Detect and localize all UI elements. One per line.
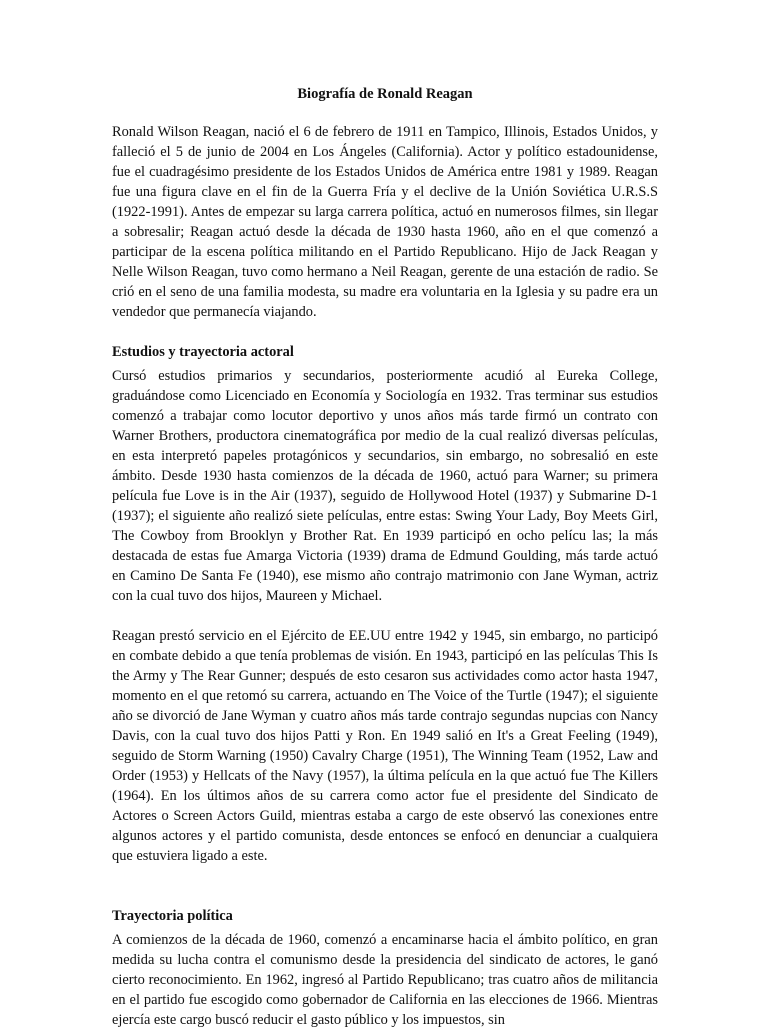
section-paragraph: A comienzos de la década de 1960, comenzó a encaminarse hacia el ámbito político, en gran medida su lucha contra el comunismo desde la presidencia del sindicato de actores, le ganó cierto reconocimiento. En 1962, ingresó al Partido Republicano; tras cuatro años de militancia en el partido fue escogido como gobernador de California en las elecciones de 1966. Mientras ejercía este cargo buscó reducir el gasto público y los impuestos, sin [112, 932, 658, 1028]
section-heading-politica: Trayectoria política [112, 908, 233, 924]
spacer [112, 606, 658, 626]
document-title: Biografía de Ronald Reagan [297, 86, 473, 102]
intro-paragraph: Ronald Wilson Reagan, nació el 6 de febrero de 1911 en Tampico, Illinois, Estados Unidos, y falleció el 5 de junio de 2004 en Los Ángeles (California). Actor y político estadounidense, fue el cuadragésimo presidente de los Estados Unidos de América entre 1981 y 1989. Reagan fue una figura clave en el fin de la Guerra Fría y el declive de la Unión Soviética U.R.S.S (1922-1991). Antes de empezar su larga carrera política, actuó en numerosos filmes, sin llegar a sobresalir; Reagan actuó desde la década de 1930 hasta 1960, año en el que comenzó a participar de la escena política militando en el Partido Republicano. Hijo de Jack Reagan y Nelle Wilson Reagan, tuvo como hermano a Neil Reagan, gerente de una estación de radio. Se crió en el seno de una familia modesta, su madre era voluntaria en la Iglesia y su padre era un vendedor que permanecía viajando. [112, 124, 658, 320]
section-heading-estudios: Estudios y trayectoria actoral [112, 344, 294, 360]
spacer [112, 866, 658, 906]
section-paragraph: Cursó estudios primarios y secundarios, posteriormente acudió al Eureka College, graduándose como Licenciado en Economía y Sociología en 1932. Tras terminar sus estudios comenzó a trabajar como locutor deportivo y unos años más tarde firmó un contrato con Warner Brothers, productora cinematográfica por medio de la cual realizó diversas películas, en esta interpretó papeles protagónicos y secundarios, sin embargo, no sobresalió en este ámbito. Desde 1930 hasta comienzos de la década de 1960, actuó para Warner; su primera película fue Love is in the Air (1937), seguido de Hollywood Hotel (1937) y Submarine D-1 (1937); el siguiente año realizó siete películas, entre estas: Swing Your Lady, Boy Meets Girl, The Cowboy from Brooklyn y Brother Rat. En 1939 participó en ocho pelícu las; la más destacada de estas fue Amarga Victoria (1939) drama de Edmund Goulding, más tarde actuó en Camino De Santa Fe (1940), ese mismo año contrajo matrimonio con Jane Wyman, actriz con la cual tuvo dos hijos, Maureen y Michael. [112, 368, 658, 604]
section-paragraph: Reagan prestó servicio en el Ejército de EE.UU entre 1942 y 1945, sin embargo, no participó en combate debido a que tenía problemas de visión. En 1943, participó en las películas This Is the Army y The Rear Gunner; después de esto cesaron sus actividades como actor hasta 1947, momento en el que retomó su carrera, actuando en The Voice of the Turtle (1947); el siguiente año se divorció de Jane Wyman y cuatro años más tarde contrajo segundas nupcias con Nancy Davis, con la cual tuvo dos hijos Patti y Ron. En 1949 salió en It's a Great Feeling (1949), seguido de Storm Warning (1950) Cavalry Charge (1951), The Winning Team (1952, Law and Order (1953) y Hellcats of the Navy (1957), la última película en la que actuó fue The Killers (1964). En los últimos años de su carrera como actor fue el presidente del Sindicato de Actores o Screen Actors Guild, mientras estaba a cargo de este observó las conexiones entre algunos actores y el partido comunista, desde entonces se enfocó en denunciar a cualquiera que estuviera ligado a este. [112, 628, 658, 864]
document-page [112, 84, 658, 1030]
spacer [112, 322, 658, 342]
